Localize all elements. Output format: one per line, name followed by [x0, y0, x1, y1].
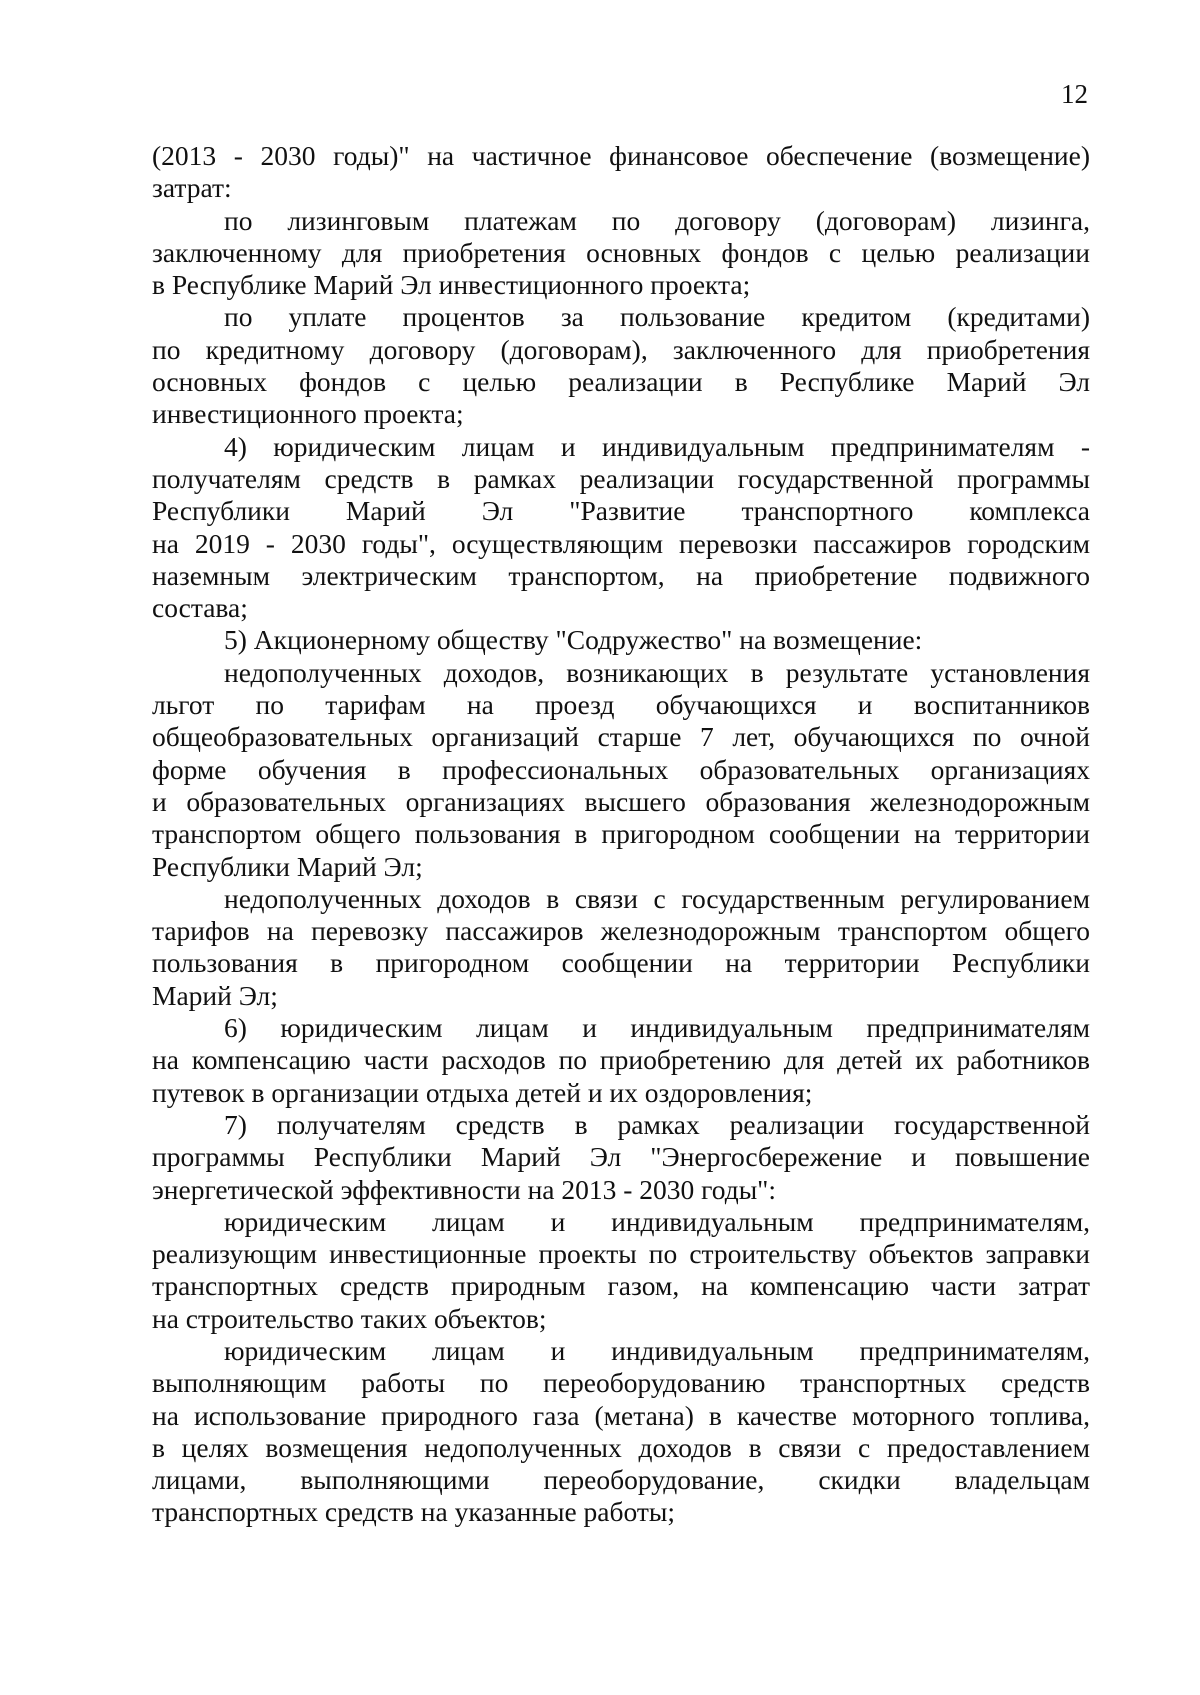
text-line: основных фондов с целью реализации в Республике Марий Эл [152, 366, 1090, 398]
text-line: тарифов на перевозку пассажиров железнодорожным транспортом общего [152, 915, 1090, 947]
text-line: энергетической эффективности на 2013 - 2030 годы": [152, 1173, 777, 1205]
text-line: транспортом общего пользования в пригородном сообщении на территории [152, 818, 1090, 850]
text-line: недополученных доходов в связи с государственным регулированием [224, 882, 1090, 914]
text-line: реализующим инвестиционные проекты по строительству объектов заправки [152, 1238, 1090, 1270]
text-line: 7) получателям средств в рамках реализации государственной [224, 1108, 1090, 1140]
text-line: на строительство таких объектов; [152, 1302, 547, 1334]
text-line: по уплате процентов за пользование кредитом (кредитами) [224, 301, 1090, 333]
text-line: форме обучения в профессиональных образовательных организациях [152, 753, 1090, 785]
text-line: на 2019 - 2030 годы", осуществляющим перевозки пассажиров городским [152, 527, 1090, 559]
text-line: выполняющим работы по переоборудованию транспортных средств [152, 1367, 1090, 1399]
text-line: Республики Марий Эл "Развитие транспортного комплекса [152, 495, 1090, 527]
text-line: 4) юридическим лицам и индивидуальным предпринимателям - [224, 430, 1090, 462]
text-line: 6) юридическим лицам и индивидуальным предпринимателям [224, 1012, 1090, 1044]
text-line: в целях возмещения недополученных доходов в связи с предоставлением [152, 1431, 1090, 1463]
text-line: инвестиционного проекта; [152, 398, 464, 430]
text-line: и образовательных организациях высшего образования железнодорожным [152, 785, 1090, 817]
text-line: затрат: [152, 172, 232, 204]
text-line: в Республике Марий Эл инвестиционного проекта; [152, 269, 751, 301]
text-line: программы Республики Марий Эл "Энергосбережение и повышение [152, 1141, 1090, 1173]
text-line: Республики Марий Эл; [152, 850, 423, 882]
text-line: недополученных доходов, возникающих в результате установления [224, 656, 1090, 688]
text-line: льгот по тарифам на проезд обучающихся и воспитанников [152, 689, 1090, 721]
text-line: на использование природного газа (метана) в качестве моторного топлива, [152, 1399, 1090, 1431]
text-line: (2013 - 2030 годы)" на частичное финансовое обеспечение (возмещение) [152, 140, 1090, 171]
text-line: транспортных средств природным газом, на компенсацию части затрат [152, 1270, 1090, 1302]
text-line: юридическим лицам и индивидуальным предпринимателям, [224, 1334, 1090, 1366]
text-line: юридическим лицам и индивидуальным предпринимателям, [224, 1205, 1090, 1237]
text-line: по кредитному договору (договорам), заключенного для приобретения [152, 333, 1090, 365]
text-line: получателям средств в рамках реализации государственной программы [152, 462, 1090, 494]
text-line: общеобразовательных организаций старше 7 лет, обучающихся по очной [152, 721, 1090, 753]
text-line: пользования в пригородном сообщении на территории Республики [152, 947, 1090, 979]
text-line: заключенному для приобретения основных фондов с целью реализации [152, 236, 1090, 268]
text-line: по лизинговым платежам по договору (договорам) лизинга, [224, 204, 1090, 236]
text-line: Марий Эл; [152, 979, 278, 1011]
text-line: наземным электрическим транспортом, на приобретение подвижного [152, 559, 1090, 591]
text-line: состава; [152, 592, 248, 624]
text-line: на компенсацию части расходов по приобретению для детей их работников [152, 1044, 1090, 1076]
text-line: 5) Акционерному обществу "Содружество" на возмещение: [224, 624, 923, 656]
text-line: транспортных средств на указанные работы; [152, 1496, 676, 1528]
document-body [152, 140, 1090, 1529]
text-line: лицами, выполняющими переоборудование, скидки владельцам [152, 1464, 1090, 1496]
page-number: 12 [1061, 79, 1088, 109]
text-line: путевок в организации отдыха детей и их оздоровления; [152, 1076, 813, 1108]
